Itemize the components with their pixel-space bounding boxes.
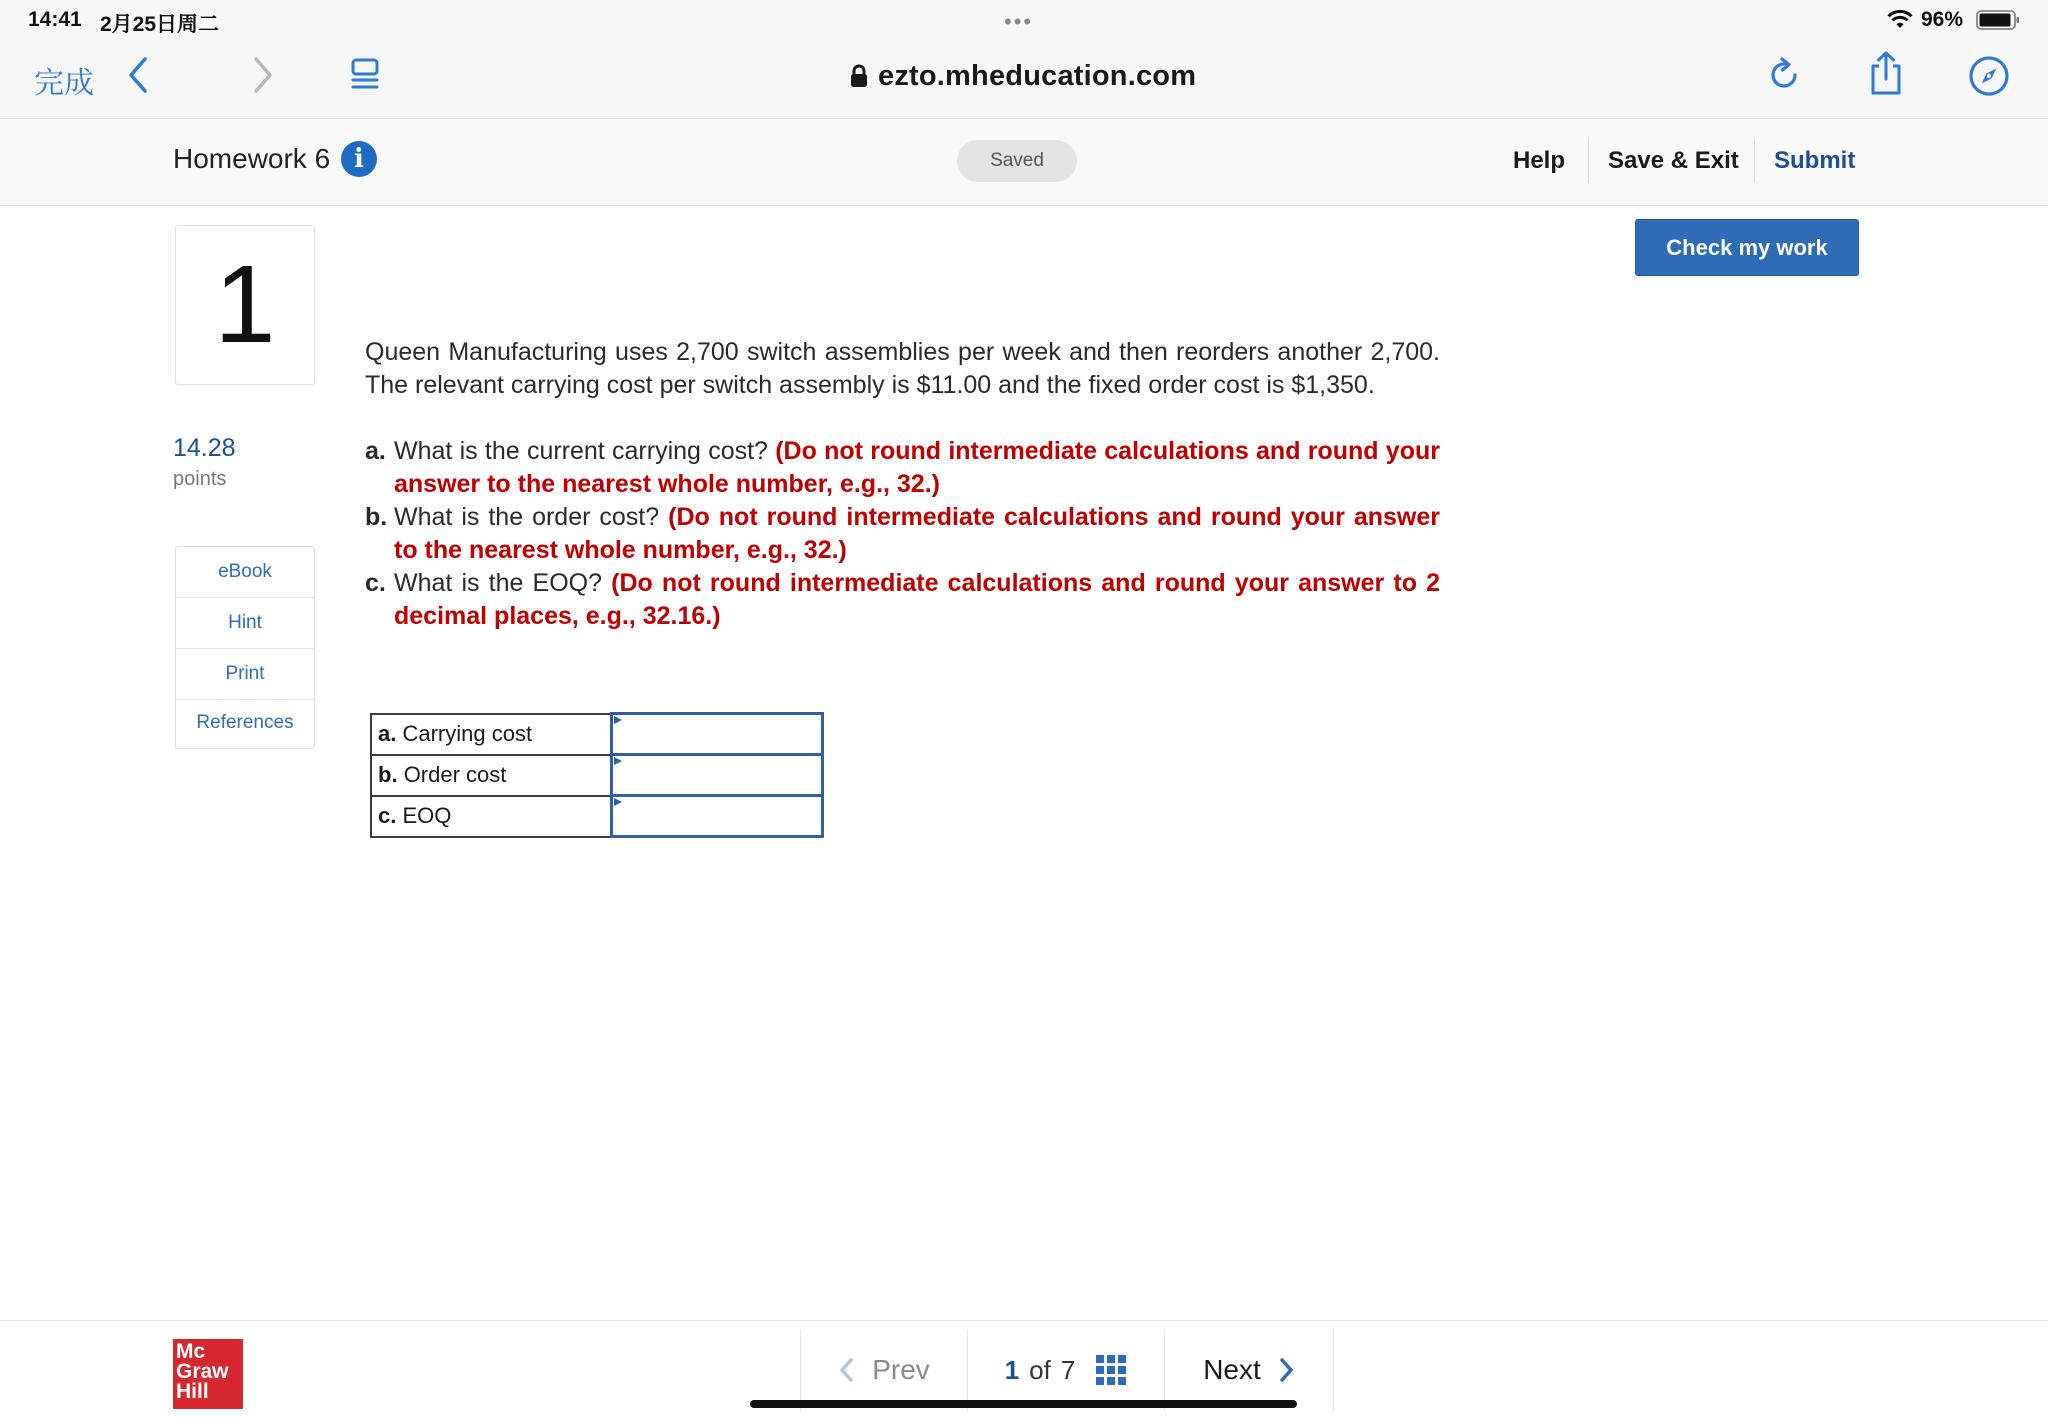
status-bar	[0, 0, 2048, 42]
points-value: 14.28	[173, 434, 236, 462]
multitasking-dots[interactable]: •••	[1004, 9, 1034, 34]
help-link[interactable]: Help	[1513, 147, 1566, 174]
of-label: of	[1029, 1354, 1051, 1385]
chevron-left-icon	[838, 1357, 854, 1383]
next-label: Next	[1203, 1354, 1261, 1385]
logo-line: Mc	[176, 1340, 206, 1363]
assignment-title: Homework 6	[173, 143, 331, 174]
status-time: 14:41	[28, 8, 82, 31]
done-button[interactable]: 完成	[34, 67, 94, 100]
chevron-right-icon	[1279, 1357, 1295, 1383]
wifi-icon	[1886, 8, 1914, 30]
answer-cell	[612, 755, 823, 796]
carrying-cost-input[interactable]	[613, 715, 821, 753]
question-pager	[800, 1329, 1334, 1411]
table-row	[371, 755, 823, 796]
cell-flag-icon	[614, 757, 622, 765]
submit-link[interactable]: Submit	[1774, 147, 1856, 174]
references-button[interactable]: References	[196, 712, 294, 733]
part-instruction: (Do not round intermediate calculations and round your answer to the nearest whole number, e.g., 32.)	[394, 503, 1441, 564]
part-text: What is the order cost?	[394, 503, 660, 531]
points-label: points	[173, 468, 227, 490]
answer-table	[370, 712, 824, 838]
part-label: c.	[365, 569, 386, 597]
total-pages: 7	[1060, 1354, 1076, 1385]
part-label: a.	[365, 437, 386, 465]
grid-icon[interactable]	[1095, 1354, 1127, 1386]
question-body	[365, 336, 1440, 633]
question-tools	[175, 546, 315, 749]
next-button[interactable]	[1164, 1329, 1334, 1411]
row-label	[371, 714, 612, 755]
part-text: What is the current carrying cost?	[394, 437, 768, 465]
print-button[interactable]: Print	[176, 649, 314, 700]
question-part-a	[365, 435, 1440, 501]
cell-flag-icon	[614, 716, 622, 724]
status-date: 2月25日周二	[100, 13, 220, 36]
page-indicator[interactable]	[967, 1329, 1164, 1411]
question-part-c	[365, 567, 1440, 633]
hint-button[interactable]: Hint	[176, 598, 314, 649]
logo-line: Hill	[176, 1380, 209, 1403]
row-letter: a.	[378, 721, 397, 746]
question-intro: Queen Manufacturing uses 2,700 switch assemblies per week and then reorders another 2,700. The relevant carrying cost per switch assembly is $11.00 and the fixed order cost is $1,350.	[365, 338, 1440, 399]
address-bar[interactable]	[850, 56, 1196, 96]
lock-icon	[850, 64, 868, 88]
row-letter: b.	[378, 762, 398, 787]
eoq-input[interactable]	[613, 797, 821, 835]
current-page: 1	[1004, 1354, 1020, 1385]
back-icon[interactable]	[127, 56, 149, 94]
header-divider	[1588, 139, 1589, 183]
answer-cell	[612, 796, 823, 837]
battery-icon	[1976, 10, 2020, 30]
row-label	[371, 796, 612, 837]
part-instruction: (Do not round intermediate calculations and round your answer to 2 decimal places, e.g., 32.16.)	[394, 569, 1441, 630]
mcgraw-hill-logo	[173, 1339, 243, 1409]
row-name: Order cost	[403, 762, 507, 787]
header-divider	[1754, 139, 1755, 183]
home-indicator[interactable]	[750, 1400, 1297, 1408]
saved-status-badge: Saved	[957, 140, 1077, 182]
prev-button[interactable]	[800, 1329, 967, 1411]
question-part-b	[365, 501, 1440, 567]
info-icon[interactable]: i	[341, 141, 377, 177]
forward-icon[interactable]	[252, 56, 274, 94]
assignment-header	[0, 119, 2048, 206]
compass-icon[interactable]	[1968, 55, 2010, 97]
share-icon[interactable]	[1867, 50, 1905, 96]
logo-line: Graw	[176, 1360, 229, 1383]
order-cost-input[interactable]	[613, 756, 821, 794]
battery-percent: 96%	[1921, 8, 1964, 31]
cell-flag-icon	[614, 798, 622, 806]
ebook-button[interactable]: eBook	[176, 547, 314, 598]
answer-cell	[612, 714, 823, 755]
url-text[interactable]: ezto.mheducation.com	[878, 59, 1197, 92]
question-number: 1	[214, 243, 276, 366]
row-label	[371, 755, 612, 796]
table-row	[371, 796, 823, 837]
part-instruction: (Do not round intermediate calculations and round your answer to the nearest whole number, e.g., 32.)	[394, 437, 1440, 498]
row-name: EOQ	[402, 803, 452, 828]
question-number-box	[175, 225, 315, 385]
save-exit-link[interactable]: Save & Exit	[1608, 147, 1739, 174]
prev-label: Prev	[872, 1354, 930, 1385]
reader-sidebar-icon[interactable]	[350, 57, 380, 91]
part-text: What is the EOQ?	[394, 569, 603, 597]
row-name: Carrying cost	[402, 721, 533, 746]
table-row	[371, 714, 823, 755]
browser-toolbar	[0, 42, 2048, 119]
reload-icon[interactable]	[1766, 56, 1802, 94]
row-letter: c.	[378, 803, 397, 828]
check-my-work-button[interactable]: Check my work	[1635, 219, 1859, 276]
part-label: b.	[365, 503, 388, 531]
